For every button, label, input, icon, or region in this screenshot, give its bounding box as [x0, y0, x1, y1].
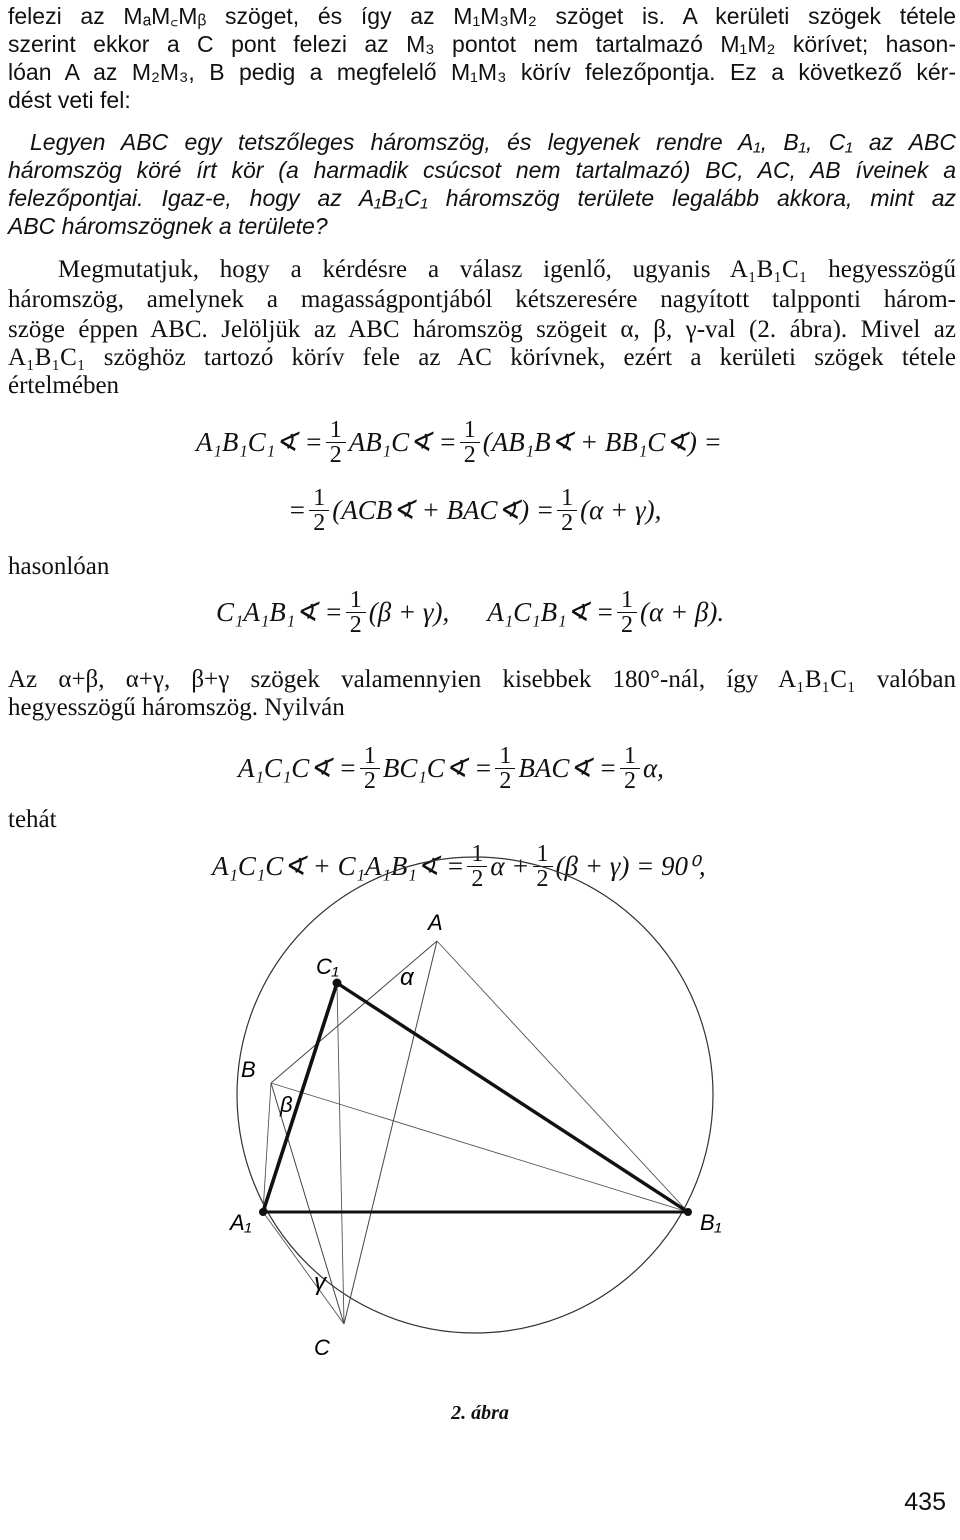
middle-line: Az α+β, α+γ, β+γ szögek valamennyien kisebbek 180°-nál, így A₁B₁C₁ valóban	[8, 666, 956, 693]
formula-part: (ACB∢ + BAC∢) =	[332, 495, 555, 525]
formula-part: A₁B₁C₁∢ =	[196, 427, 323, 457]
fraction-half: $\frac{1}{2}$	[326, 418, 346, 467]
formula-part: α,	[642, 753, 664, 783]
fraction-half: $\frac{1}{2}$	[460, 418, 480, 467]
answer-line: értelmében	[8, 372, 120, 399]
answer-line: háromszög, amelynek a magasságpontjából kétszeresére nagyított talpponti három-	[8, 286, 956, 313]
formula-part: (AB₁B∢ + BB₁C∢) =	[482, 427, 722, 457]
fraction-half: $\frac{1}{2}$	[495, 744, 515, 793]
fraction-half: $\frac{1}{2}$	[467, 842, 487, 891]
fraction-half: $\frac{1}{2}$	[533, 842, 553, 891]
formula-part: (α + β).	[640, 597, 725, 627]
fraction-half: $\frac{1}{2}$	[620, 744, 640, 793]
answer-line: Megmutatjuk, hogy a kérdésre a válasz igenlő, ugyanis A₁B₁C₁ hegyesszögű	[58, 256, 956, 283]
label-c1: C₁	[316, 954, 339, 979]
formula-part: A₁C₁C∢ =	[238, 753, 357, 783]
label-a1: A₁	[230, 1210, 252, 1235]
label-alpha: α	[400, 964, 414, 991]
intro-line: szerint ekkor a C pont felezi az M₃ pontot nem tartalmazó M₁M₂ körívet; hason-	[8, 31, 956, 57]
problem-line: Legyen ABC egy tetszőleges háromszög, és legyenek rendre A₁, B₁, C₁ az ABC	[30, 129, 956, 155]
point-c1	[333, 979, 342, 988]
fraction-half: $\frac{1}{2}$	[617, 588, 637, 637]
line-a-b1	[437, 941, 688, 1212]
formula-part: =	[288, 495, 307, 525]
formula-part: (α + γ),	[580, 495, 662, 525]
label-beta: β	[280, 1092, 293, 1117]
intro-line: lóan A az M₂M₃, B pedig a megfelelő M₁M₃ körív felezőpontja. Ez a következő kér-	[8, 59, 956, 85]
figure-caption: 2. ábra	[451, 1402, 509, 1424]
formula-part: AB₁C∢ =	[348, 427, 457, 457]
page-number: 435	[904, 1488, 946, 1516]
label-a: A	[428, 910, 443, 935]
label-c: C	[314, 1335, 330, 1360]
side-label-tehat: tehát	[8, 806, 57, 833]
fraction-half: $\frac{1}{2}$	[557, 486, 577, 535]
fraction-half: $\frac{1}{2}$	[346, 588, 366, 637]
formula-part: BAC∢ =	[518, 753, 617, 783]
side-c1-b1	[337, 983, 688, 1212]
point-a1	[259, 1208, 267, 1216]
formula-part: C₁A₁B₁∢ =	[216, 597, 343, 627]
formula-part: A₁C₁C∢ + C₁A₁B₁∢ =	[212, 851, 465, 881]
label-gamma: γ	[314, 1269, 326, 1296]
problem-line: ABC háromszögnek a területe?	[8, 213, 328, 239]
formula-part: BC₁C∢ =	[382, 753, 493, 783]
problem-line: háromszög köré írt kör (a harmadik csúcsot nem tartalmazó) BC, AC, AB íveinek a	[8, 157, 956, 183]
middle-line: hegyesszögű háromszög. Nyilván	[8, 694, 345, 721]
line-b-b1	[271, 1083, 688, 1212]
point-b1	[684, 1208, 692, 1216]
formula-part: (β + γ) = 90⁰,	[555, 851, 706, 881]
line-c1-c	[337, 983, 344, 1324]
answer-line: szöge éppen ABC. Jelöljük az ABC háromszög szögeit α, β, γ-val (2. ábra). Mivel az	[8, 316, 956, 343]
label-b1: B₁	[700, 1210, 722, 1235]
formula-part: A₁C₁B₁∢ =	[487, 597, 615, 627]
line-a1-c	[263, 1212, 344, 1324]
intro-line: dést veti fel:	[8, 87, 131, 113]
side-ab	[271, 941, 437, 1083]
side-label-hasonloan: hasonlóan	[8, 553, 110, 580]
formula-part: α +	[490, 851, 530, 881]
formula-part: (β + γ),	[368, 597, 450, 627]
side-bc	[271, 1083, 344, 1324]
intro-line: felezi az MₐM꜀Mᵦ szöget, és így az M₁M₃M₂ szöget is. A kerületi szögek tétele	[8, 3, 956, 29]
label-b: B	[241, 1057, 256, 1082]
fraction-half: $\frac{1}{2}$	[360, 744, 380, 793]
problem-line: felezőpontjai. Igaz-e, hogy az A₁B₁C₁ háromszög területe legalább akkora, mint az	[8, 185, 956, 211]
fraction-half: $\frac{1}{2}$	[309, 486, 329, 535]
answer-line: A₁B₁C₁ szöghöz tartozó körív fele az AC körívnek, ezért a kerületi szögek tétele	[8, 344, 956, 371]
